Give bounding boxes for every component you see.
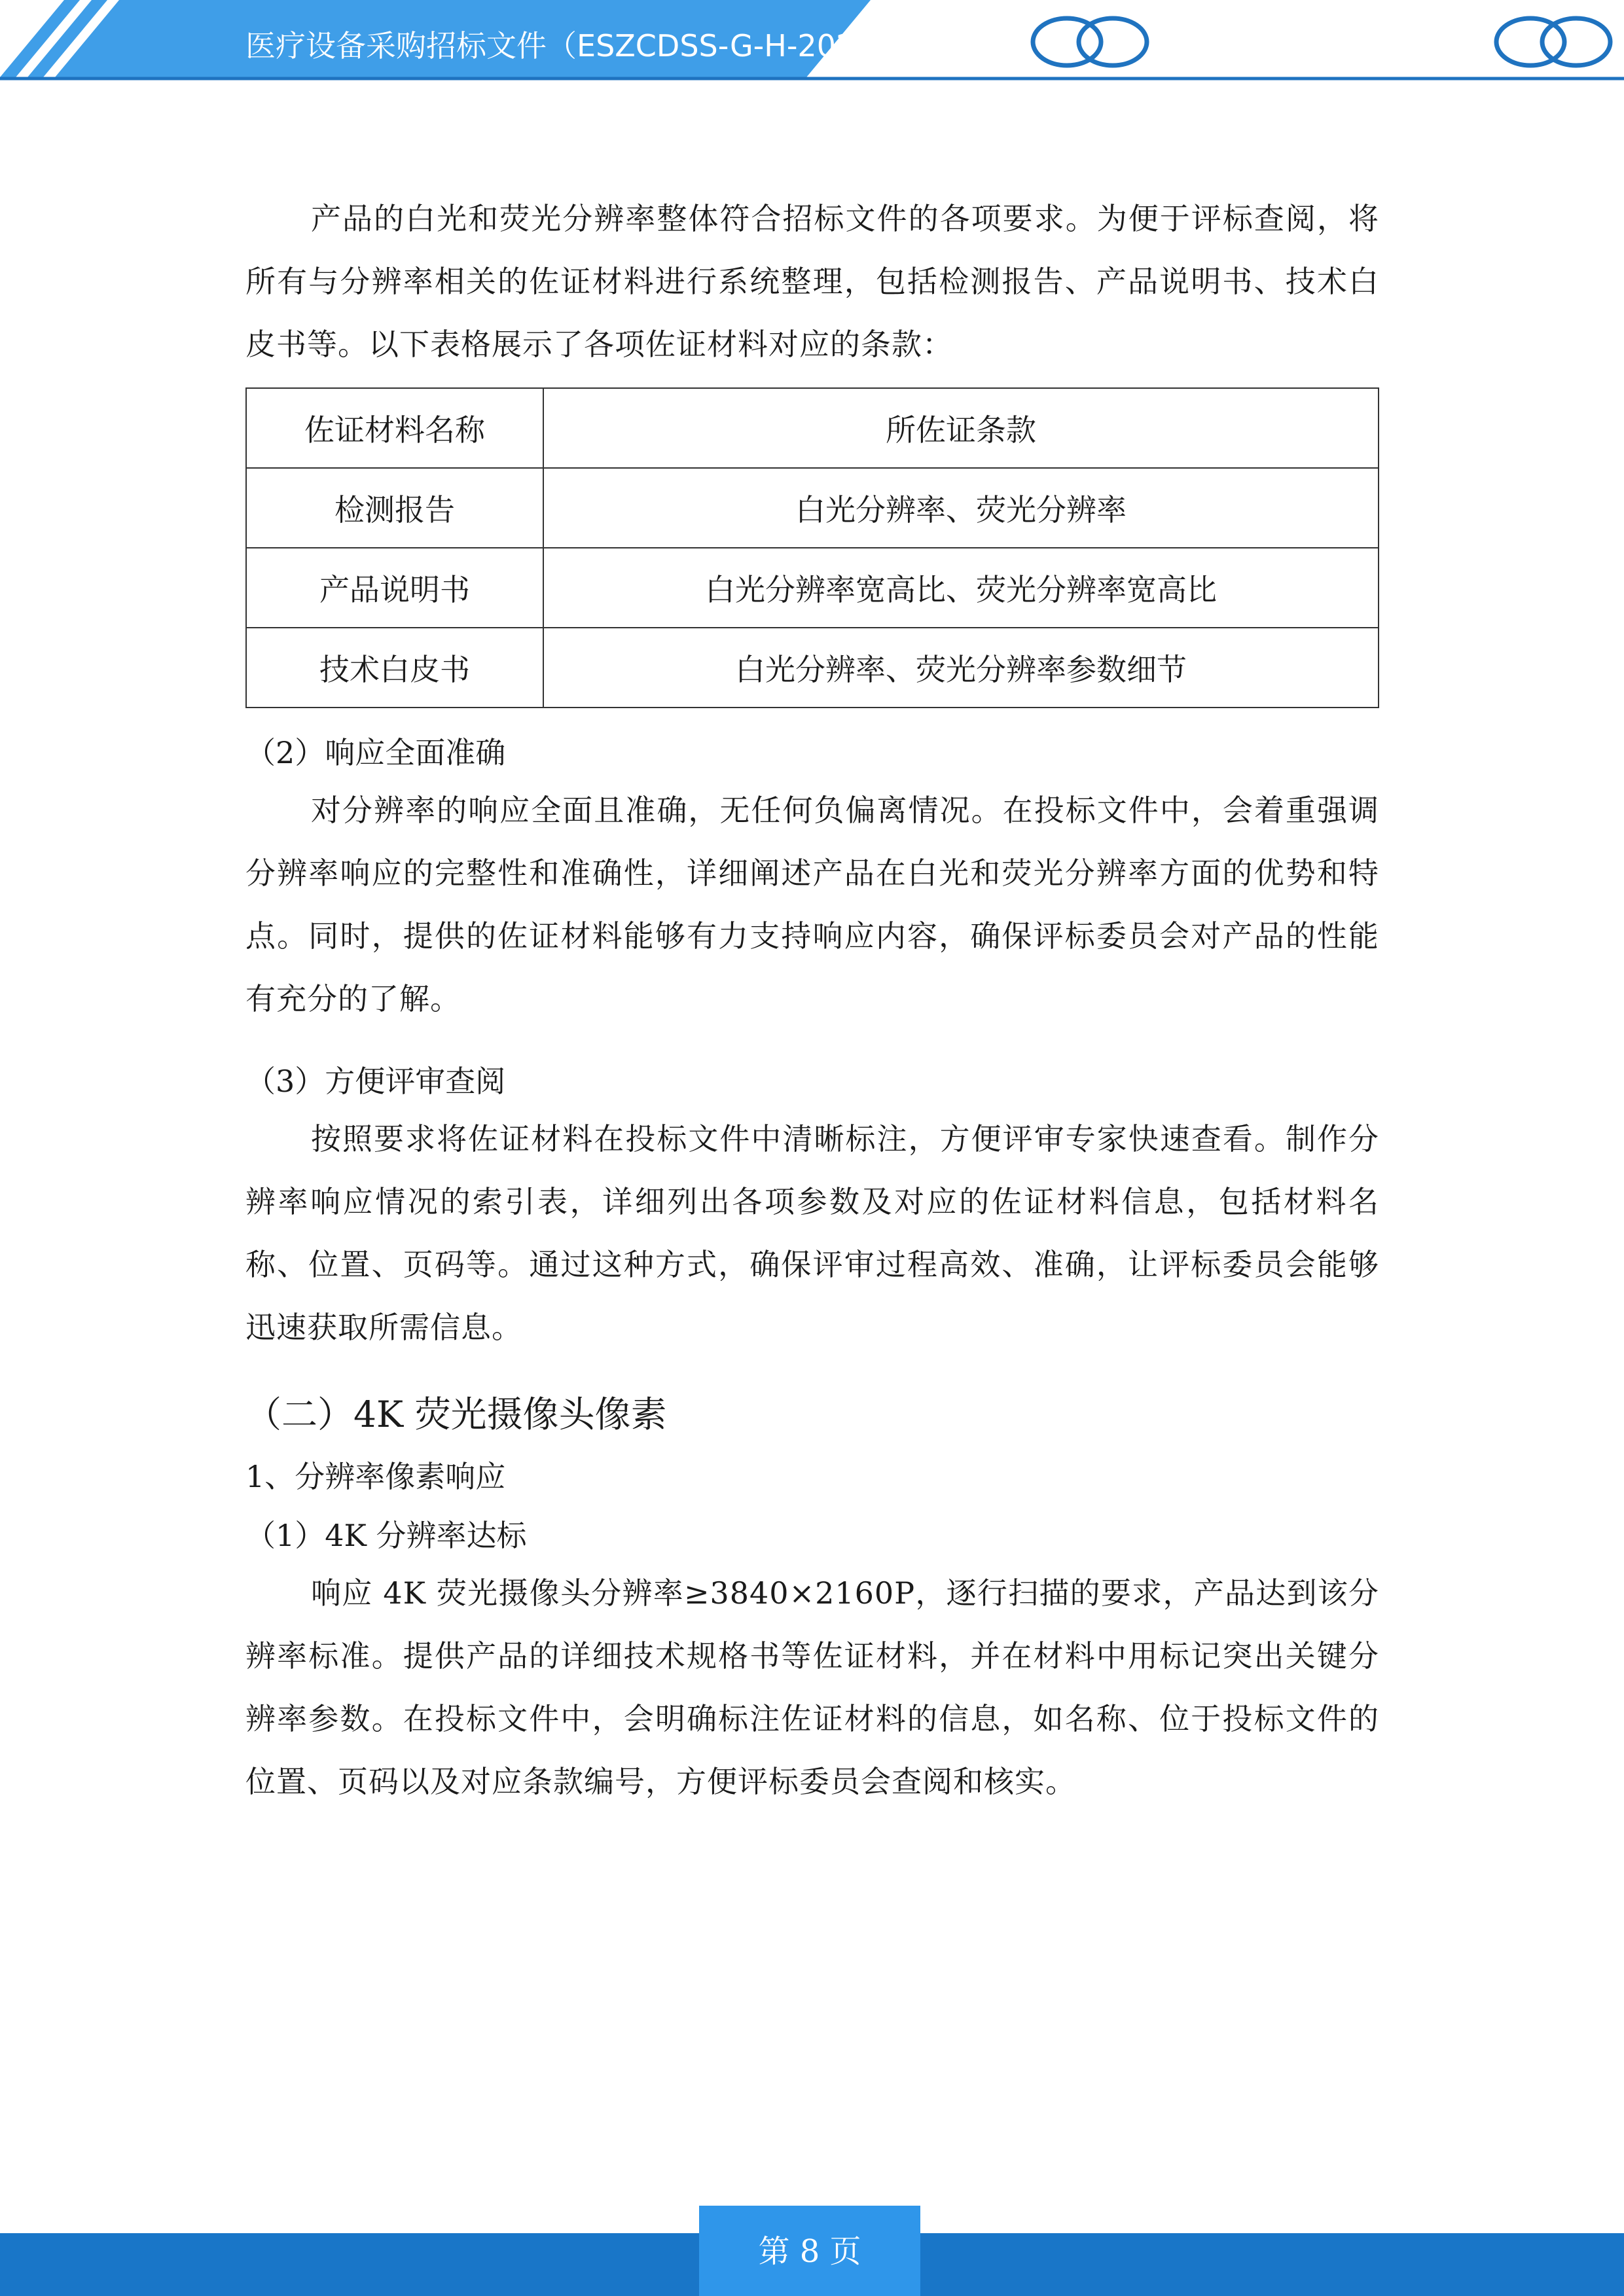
- table-row: [246, 468, 1379, 548]
- table-cell-material: 检测报告: [246, 468, 543, 548]
- page-header: [0, 0, 1624, 85]
- table-cell-clause: 白光分辨率宽高比、荧光分辨率宽高比: [543, 548, 1379, 628]
- section-3-title: （3）方便评审查阅: [245, 1064, 506, 1099]
- table-row: [246, 548, 1379, 628]
- subsection-1-1-title: （1）4K 分辨率达标: [245, 1518, 527, 1553]
- intro-paragraph: 产品的白光和荧光分辨率整体符合招标文件的各项要求。为便于评标查阅，将所有与分辨率相关的佐证材料进行系统整理，包括检测报告、产品说明书、技术白皮书等。以下表格展示了各项佐证材料对应的条款：: [245, 201, 1379, 362]
- header-logo-right: [1496, 18, 1610, 65]
- chapter-2-paragraph: 响应 4K 荧光摄像头分辨率≥3840×2160P，逐行扫描的要求，产品达到该分辨率标准。提供产品的详细技术规格书等佐证材料，并在材料中用标记突出关键分辨率参数。在投标文件中，会明确标注佐证材料的信息，如名称、位于投标文件的位置、页码以及对应条款编号，方便评标委员会查阅和核实。: [245, 1575, 1379, 1799]
- section-2-title: （2）响应全面准确: [245, 735, 506, 770]
- table-header-cell: 佐证材料名称: [246, 388, 543, 468]
- chapter-2-heading: （二）4K 荧光摄像头像素: [245, 1393, 667, 1435]
- document-title: 医疗设备采购招标文件（ESZCDSS-G-H-2024-0001）: [245, 28, 992, 63]
- section-3-paragraph: 按照要求将佐证材料在投标文件中清晰标注，方便评审专家快速查看。制作分辨率响应情况的索引表，详细列出各项参数及对应的佐证材料信息，包括材料名称、位置、页码等。通过这种方式，确保评审过程高效、准确，让评标委员会能够迅速获取所需信息。: [245, 1121, 1379, 1345]
- table-header-cell: 所佐证条款: [543, 388, 1379, 468]
- header-logo-left: [1033, 18, 1147, 65]
- table-cell-clause: 白光分辨率、荧光分辨率参数细节: [543, 628, 1379, 708]
- evidence-table: [245, 387, 1379, 708]
- section-2-paragraph: 对分辨率的响应全面且准确，无任何负偏离情况。在投标文件中，会着重强调分辨率响应的完整性和准确性，详细阐述产品在白光和荧光分辨率方面的优势和特点。同时，提供的佐证材料能够有力支持响应内容，确保评标委员会对产品的性能有充分的了解。: [245, 793, 1379, 1016]
- table-cell-material: 技术白皮书: [246, 628, 543, 708]
- table-header-row: [246, 388, 1379, 468]
- page-number: 第 8 页: [758, 2233, 861, 2270]
- table-cell-clause: 白光分辨率、荧光分辨率: [543, 468, 1379, 548]
- table-cell-material: 产品说明书: [246, 548, 543, 628]
- table-row: [246, 628, 1379, 708]
- subsection-1-title: 1、分辨率像素响应: [245, 1459, 506, 1494]
